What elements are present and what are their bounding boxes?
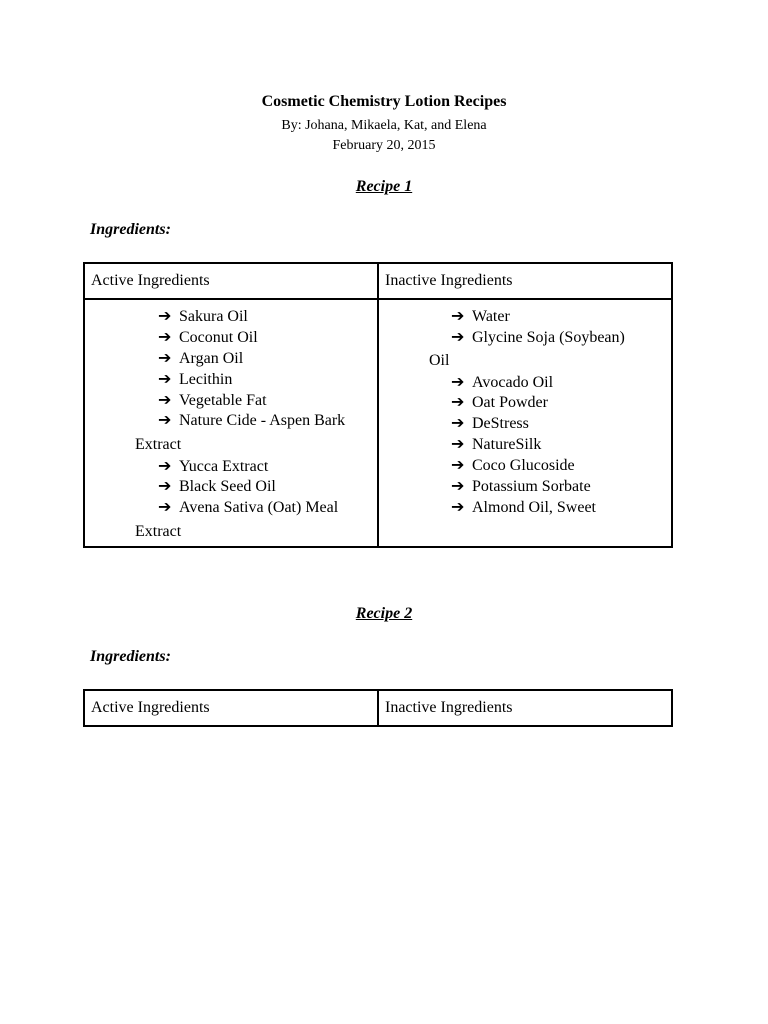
arrow-bullet-icon: ➔ [451, 374, 465, 391]
document-authors: By: Johana, Mikaela, Kat, and Elena [281, 118, 487, 133]
ingredient-name: Potassium Sorbate [472, 478, 591, 495]
arrow-bullet-icon: ➔ [158, 458, 172, 475]
list-item [451, 393, 548, 413]
list-item [451, 435, 541, 455]
list-item-continuation: Extract [135, 523, 182, 540]
list-item [158, 477, 276, 497]
recipe-2-heading: Recipe 2 [355, 605, 413, 622]
arrow-bullet-icon: ➔ [451, 436, 465, 453]
arrow-bullet-icon: ➔ [451, 394, 465, 411]
arrow-bullet-icon: ➔ [158, 350, 172, 367]
arrow-bullet-icon: ➔ [451, 415, 465, 432]
active-ingredients-header: Active Ingredients [84, 690, 378, 726]
arrow-bullet-icon: ➔ [451, 308, 465, 325]
arrow-bullet-icon: ➔ [158, 371, 172, 388]
table-header-row [84, 690, 672, 726]
arrow-bullet-icon: ➔ [451, 478, 465, 495]
ingredient-name: Vegetable Fat [179, 392, 267, 409]
ingredient-name: Sakura Oil [179, 308, 248, 325]
list-item [158, 328, 258, 348]
arrow-bullet-icon: ➔ [158, 392, 172, 409]
arrow-bullet-icon: ➔ [158, 308, 172, 325]
ingredient-name: DeStress [472, 415, 529, 432]
list-item [451, 477, 591, 497]
list-item-continuation: Oil [429, 352, 450, 369]
list-item [158, 370, 232, 390]
inactive-ingredients-cell [378, 299, 672, 547]
inactive-ingredients-header: Inactive Ingredients [378, 263, 672, 299]
list-item [158, 457, 268, 477]
ingredient-name: Water [472, 308, 510, 325]
list-item [451, 456, 575, 476]
recipe-1-ingredients-label: Ingredients: [90, 221, 171, 238]
document-title: Cosmetic Chemistry Lotion Recipes [261, 93, 507, 110]
ingredient-name: NatureSilk [472, 436, 542, 453]
ingredient-name: Lecithin [179, 371, 233, 388]
list-item [158, 349, 243, 369]
list-item [451, 498, 596, 518]
list-item [451, 414, 529, 434]
list-item [158, 307, 248, 327]
arrow-bullet-icon: ➔ [451, 457, 465, 474]
table-header-row [84, 263, 672, 299]
ingredient-name: Coco Glucoside [472, 457, 575, 474]
ingredient-name: Black Seed Oil [179, 478, 276, 495]
recipe-1-ingredients-table [83, 262, 673, 548]
ingredient-name: Coconut Oil [179, 329, 258, 346]
active-ingredients-header: Active Ingredients [84, 263, 378, 299]
list-item [158, 411, 345, 431]
ingredient-name: Avena Sativa (Oat) Meal [179, 499, 339, 516]
arrow-bullet-icon: ➔ [451, 499, 465, 516]
list-item-continuation: Extract [135, 436, 182, 453]
arrow-bullet-icon: ➔ [158, 412, 172, 429]
recipe-2-ingredients-label: Ingredients: [90, 648, 171, 665]
ingredient-name: Argan Oil [179, 350, 244, 367]
list-item [451, 307, 510, 327]
list-item [451, 328, 625, 348]
ingredient-name: Nature Cide - Aspen Bark [179, 412, 346, 429]
recipe-1-heading: Recipe 1 [355, 178, 413, 195]
list-item [158, 498, 338, 518]
list-item [451, 373, 553, 393]
inactive-ingredients-header: Inactive Ingredients [378, 690, 672, 726]
arrow-bullet-icon: ➔ [451, 329, 465, 346]
arrow-bullet-icon: ➔ [158, 478, 172, 495]
arrow-bullet-icon: ➔ [158, 499, 172, 516]
active-ingredients-cell [84, 299, 378, 547]
ingredient-name: Yucca Extract [179, 458, 269, 475]
document-date: February 20, 2015 [332, 138, 436, 153]
ingredient-name: Glycine Soja (Soybean) [472, 329, 625, 346]
ingredient-name: Oat Powder [472, 394, 548, 411]
table-row [84, 299, 672, 547]
arrow-bullet-icon: ➔ [158, 329, 172, 346]
ingredient-name: Almond Oil, Sweet [472, 499, 596, 516]
ingredient-name: Avocado Oil [472, 374, 554, 391]
list-item [158, 391, 267, 411]
recipe-2-ingredients-table [83, 689, 673, 727]
